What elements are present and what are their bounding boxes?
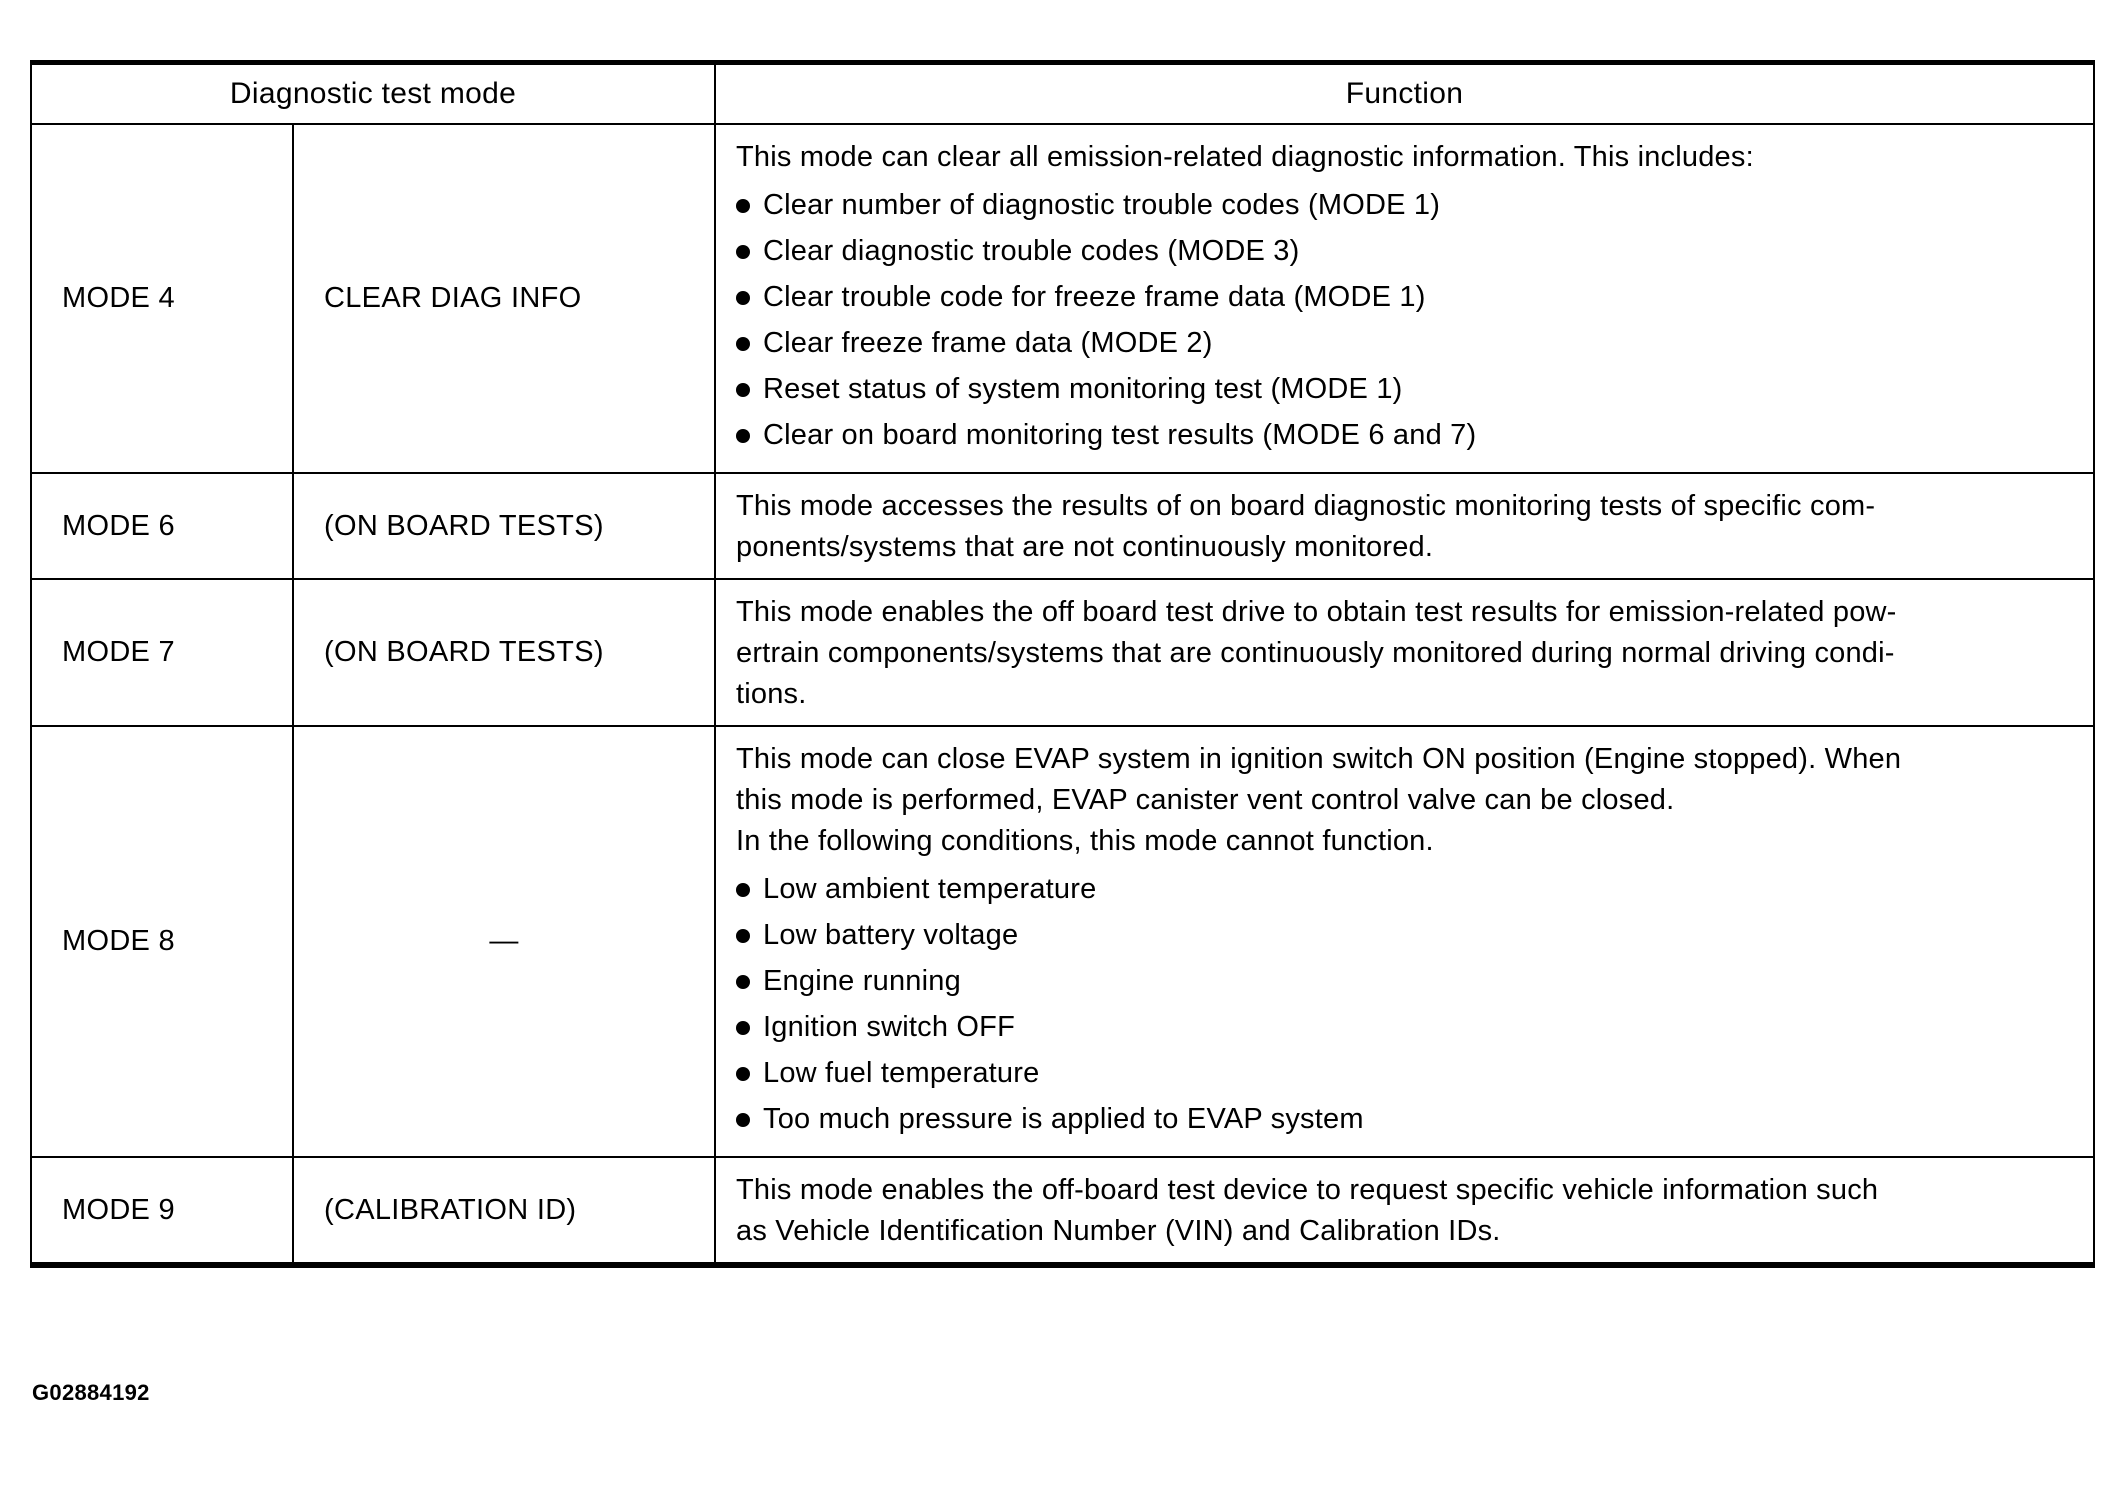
function-cell [716, 580, 2093, 725]
bullet-icon [736, 1021, 750, 1035]
mode-label-cell: CLEAR DIAG INFO [294, 125, 716, 472]
bullet-icon [736, 883, 750, 897]
bullet-icon [736, 1113, 750, 1127]
bullet-item [736, 1008, 2069, 1046]
bullet-icon [736, 929, 750, 943]
bullet-icon [736, 291, 750, 305]
function-line: In the following conditions, this mode cannot function. [736, 825, 1434, 857]
bullet-icon [736, 383, 750, 397]
bullet-text: Clear on board monitoring test results (MODE 6 and 7) [763, 419, 1477, 451]
function-cell [716, 125, 2093, 472]
bullet-item [736, 962, 2069, 1000]
bullet-text: Reset status of system monitoring test (MODE 1) [763, 373, 1403, 405]
mode-cell: MODE 4 [32, 125, 294, 472]
bullet-item [736, 232, 2069, 270]
bullet-icon [736, 245, 750, 259]
bullet-icon [736, 199, 750, 213]
function-line: tions. [736, 678, 807, 710]
table-row-mode-8 [32, 727, 2093, 1158]
mode-label-cell: (CALIBRATION ID) [294, 1158, 716, 1262]
mode-label-cell: — [294, 727, 716, 1156]
function-line: This mode accesses the results of on board diagnostic monitoring tests of specific com- [736, 490, 1876, 522]
table-header-row [32, 65, 2093, 125]
bullet-text: Ignition switch OFF [763, 1011, 1015, 1043]
bullet-icon [736, 1067, 750, 1081]
function-cell [716, 1158, 2093, 1262]
bullet-text: Clear trouble code for freeze frame data (MODE 1) [763, 281, 1426, 313]
bullet-text: Low battery voltage [763, 919, 1019, 951]
function-line: ponents/systems that are not continuously monitored. [736, 531, 1434, 563]
bullet-text: Engine running [763, 965, 961, 997]
function-line: This mode can close EVAP system in ignition switch ON position (Engine stopped). When [736, 743, 1902, 775]
mode-label-cell: (ON BOARD TESTS) [294, 580, 716, 725]
function-line: This mode enables the off-board test device to request specific vehicle information such [736, 1174, 1879, 1206]
bullet-item [736, 870, 2069, 908]
bullet-icon [736, 975, 750, 989]
mode-label-cell: (ON BOARD TESTS) [294, 474, 716, 578]
table-row-mode-6 [32, 474, 2093, 580]
mode-cell: MODE 8 [32, 727, 294, 1156]
function-line: ertrain components/systems that are continuously monitored during normal driving condi- [736, 637, 1895, 669]
bullet-item [736, 186, 2069, 224]
table-row-mode-7 [32, 580, 2093, 727]
bullet-item [736, 1054, 2069, 1092]
bullet-item [736, 916, 2069, 954]
diagnostic-test-mode-table [30, 60, 2095, 1268]
bullet-text: Low ambient temperature [763, 873, 1097, 905]
table-row-mode-9 [32, 1158, 2093, 1262]
bullet-text: Clear number of diagnostic trouble codes (MODE 1) [763, 189, 1441, 221]
header-diagnostic-test-mode: Diagnostic test mode [32, 65, 716, 123]
mode-cell: MODE 6 [32, 474, 294, 578]
bullet-text: Clear freeze frame data (MODE 2) [763, 327, 1213, 359]
bullet-item [736, 1100, 2069, 1138]
table-row-mode-4 [32, 125, 2093, 474]
function-line: this mode is performed, EVAP canister vent control valve can be closed. [736, 784, 1675, 816]
bullet-text: Clear diagnostic trouble codes (MODE 3) [763, 235, 1300, 267]
bullet-icon [736, 337, 750, 351]
function-cell [716, 727, 2093, 1156]
bullet-icon [736, 429, 750, 443]
function-line: This mode can clear all emission-related diagnostic information. This includes: [736, 141, 1754, 173]
header-function: Function [1345, 77, 1464, 110]
function-cell [716, 474, 2093, 578]
mode-cell: MODE 9 [32, 1158, 294, 1262]
bullet-item [736, 324, 2069, 362]
function-line: as Vehicle Identification Number (VIN) and Calibration IDs. [736, 1215, 1501, 1247]
bullet-item [736, 370, 2069, 408]
bullet-text: Low fuel temperature [763, 1057, 1040, 1089]
bullet-item [736, 416, 2069, 454]
function-line: This mode enables the off board test drive to obtain test results for emission-related pow- [736, 596, 1897, 628]
bullet-item [736, 278, 2069, 316]
mode-cell: MODE 7 [32, 580, 294, 725]
figure-id: G02884192 [32, 1380, 150, 1405]
bullet-text: Too much pressure is applied to EVAP system [763, 1103, 1364, 1135]
